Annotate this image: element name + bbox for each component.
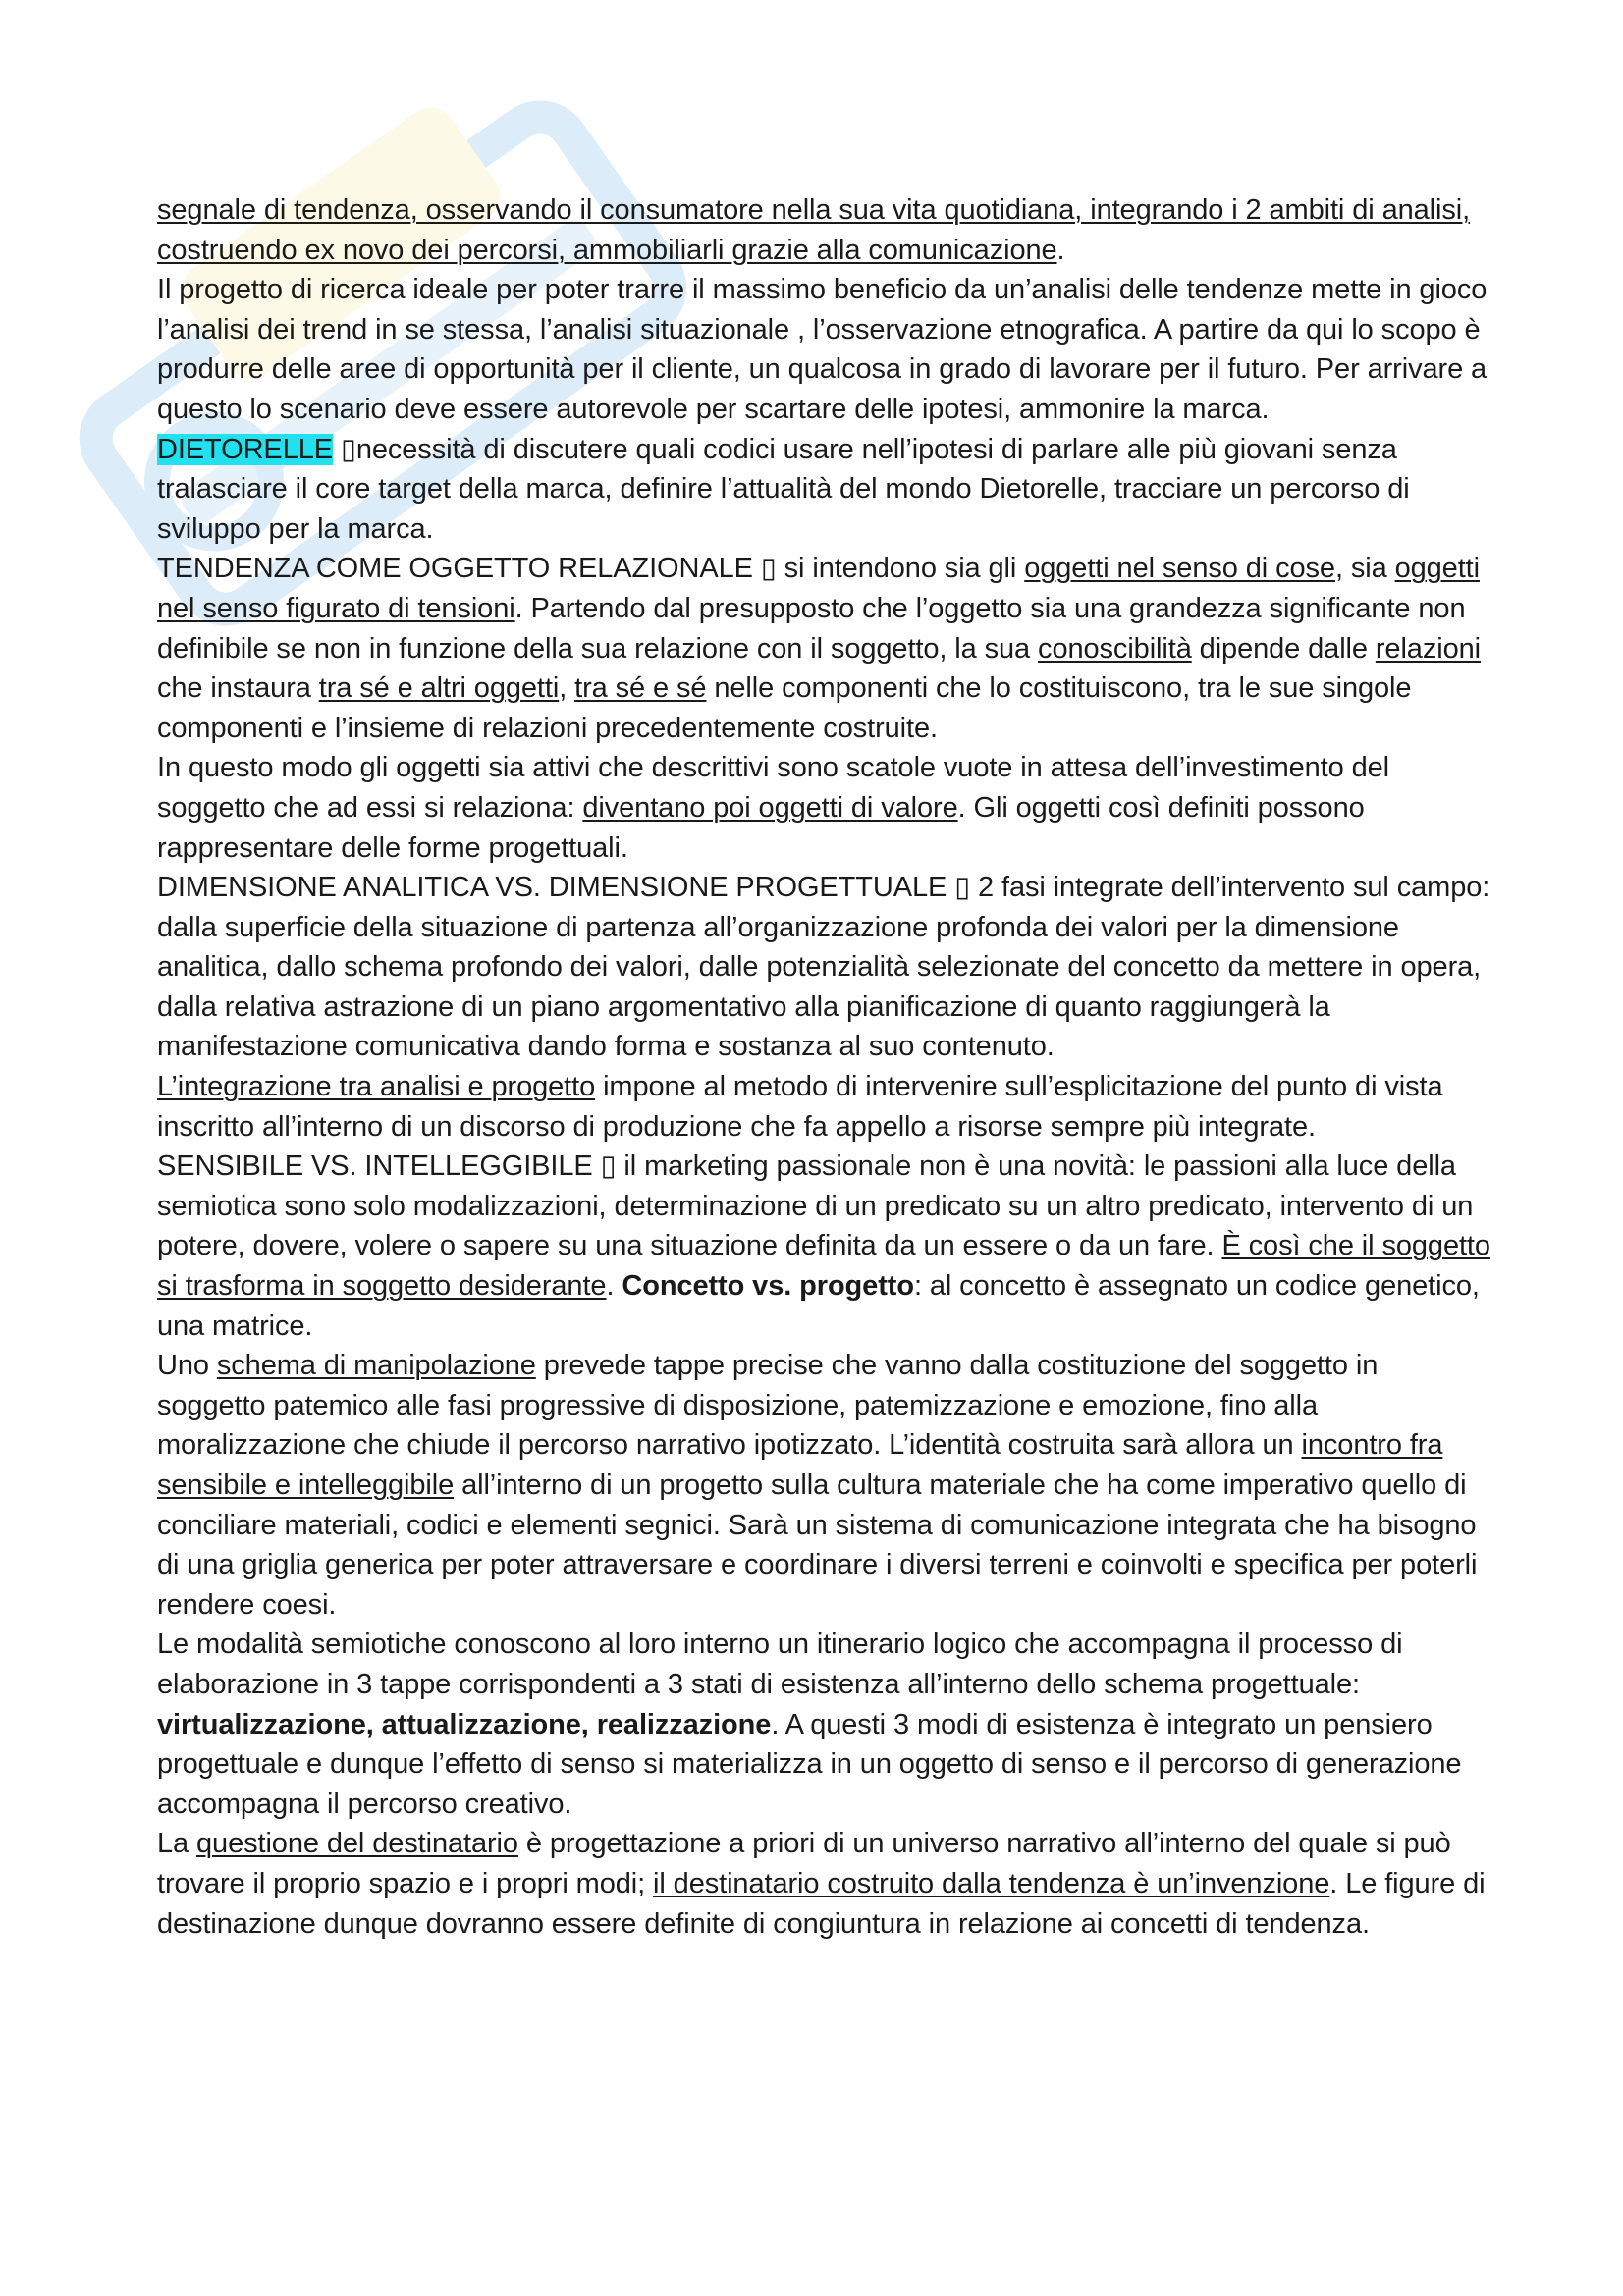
text-run: Il progetto di ricerca ideale per poter trarre il massimo beneficio da un’analisi delle tendenze mette in gioco l’analisi dei trend in se stessa, l’analisi situazionale , l’osservazione etnografica. A partire da qui lo scopo è produrre delle aree di opportunità per il cliente, un qualcosa in grado di lavorare per il futuro. Per arrivare a questo lo scenario deve essere autorevole per scartare delle ipotesi, ammonire la marca. [157, 274, 1488, 425]
text-run: . Partendo dal presupposto che l’oggetto sia una grandezza significante non definibile se non in funzione della sua relazione con il soggetto, la sua [157, 592, 1466, 665]
text-run: : al concetto è assegnato un codice genetico, una matrice. [157, 1270, 1480, 1342]
underlined-text: oggetti nel senso figurato di tensioni [157, 553, 1480, 624]
paragraph [157, 748, 1492, 868]
text-run: Uno [157, 1350, 217, 1382]
paragraph [157, 430, 1492, 550]
paragraph [157, 1346, 1492, 1625]
underlined-text: il destinatario costruito dalla tendenza è un’invenzione [653, 1867, 1330, 1899]
paragraph [157, 190, 1492, 270]
paragraph [157, 1067, 1492, 1147]
text-run: . Gli oggetti così definiti possono rappresentare delle forme progettuali. [157, 791, 1365, 864]
underlined-text: schema di manipolazione [216, 1350, 536, 1382]
underlined-text: relazioni [1375, 632, 1481, 665]
text-run: , [559, 672, 575, 705]
text-run: che instaura [157, 672, 319, 705]
underlined-text: tra sé e altri oggetti [318, 672, 560, 705]
text-run: all’interno di un progetto sulla cultura materiale che ha come imperativo quello di conciliare materiali, codici e elementi segnici. Sarà un sistema di comunicazione integrata che ha bisogno di una griglia generica per poter attraversare e coordinare i diversi terreni e coinvolti e specifica per poterli rendere coesi. [157, 1469, 1478, 1621]
highlighted-text: DIETORELLE [157, 433, 333, 465]
text-run: La [157, 1828, 197, 1860]
underlined-text: L’integrazione tra analisi e progetto [157, 1071, 596, 1103]
underlined-text: segnale di tendenza, osservando il consumatore nella sua vita quotidiana, integrando i 2 ambiti di analisi, costruendo ex novo dei percorsi, ammobiliarli grazie alla comunicazione [157, 194, 1471, 266]
underlined-text: incontro fra sensibile e intelleggibile [157, 1429, 1443, 1501]
text-run: è progettazione a priori di un universo narrativo all’interno del quale si può trovare il proprio spazio e i propri modi; [157, 1828, 1451, 1899]
paragraph [157, 270, 1492, 429]
text-run: impone al metodo di intervenire sull’esplicitazione del punto di vista inscritto all’interno di un discorso di produzione che fa appello a risorse sempre più integrate. [157, 1071, 1443, 1143]
underlined-text: oggetti nel senso di cose [1024, 553, 1335, 585]
text-run: necessità di discutere quali codici usare nell’ipotesi di parlare alle più giovani senza tralasciare il core target della marca, definire l’attualità del mondo Dietorelle, tracciare un percorso di sviluppo per la marca. [157, 433, 1410, 545]
text-run: dipende dalle [1191, 632, 1376, 665]
text-run: . Le figure di destinazione dunque dovranno essere definite di congiuntura in relazione ai concetti di tendenza. [157, 1867, 1486, 1940]
text-run: . [1056, 234, 1065, 266]
text-run: ▯ [332, 433, 356, 465]
text-run: In questo modo gli oggetti sia attivi che descrittivi sono scatole vuote in attesa dell’investimento del soggetto che ad essi si relaziona: [157, 752, 1390, 824]
bold-text: Concetto vs. progetto [622, 1270, 914, 1303]
bold-text: virtualizzazione, attualizzazione, realizzazione [157, 1708, 772, 1740]
text-run: SENSIBILE VS. INTELLEGGIBILE ▯ il marketing passionale non è una novità: le passioni alla luce della semiotica sono solo modalizzazioni, determinazione di un predicato su un altro predicato, intervento di un potere, dovere, volere o sapere su una situazione definita da un essere o da un fare. [157, 1150, 1474, 1262]
text-run: nelle componenti che lo costituiscono, tra le sue singole componenti e l’insieme di relazioni precedentemente costruite. [157, 672, 1412, 744]
text-run: prevede tappe precise che vanno dalla costituzione del soggetto in soggetto patemico alle fasi progressive di disposizione, patemizzazione e emozione, fino alla moralizzazione che chiude il percorso narrativo ipotizzato. L’identità costruita sarà allora un [157, 1350, 1379, 1462]
paragraph [157, 868, 1492, 1067]
text-run: . A questi 3 modi di esistenza è integrato un pensiero progettuale e dunque l’effetto di senso si materializza in un oggetto di senso e il percorso di generazione accompagna il percorso creativo. [157, 1708, 1462, 1820]
text-run: TENDENZA COME OGGETTO RELAZIONALE ▯ si intendono sia gli [157, 553, 1025, 585]
underlined-text: questione del destinatario [196, 1828, 518, 1860]
underlined-text: È così che il soggetto si trasforma in soggetto desiderante [157, 1230, 1490, 1303]
paragraph [157, 1147, 1492, 1346]
underlined-text: tra sé e sé [574, 672, 707, 705]
paragraph [157, 1625, 1492, 1824]
underlined-text: conoscibilità [1038, 632, 1192, 665]
text-run: DIMENSIONE ANALITICA VS. DIMENSIONE PROGETTUALE ▯ 2 fasi integrate dell’intervento sul campo: dalla superficie della situazione di partenza all’organizzazione profonda dei valori per la dimensione analitica, dallo schema profondo dei valori, dalle potenzialità selezionate del concetto da mettere in opera, dalla relativa astrazione di un piano argomentativo alla pianificazione di quanto raggiungerà la manifestazione comunicativa dando forma e sostanza al suo contenuto. [157, 872, 1490, 1063]
paragraph [157, 1824, 1492, 1944]
text-run: . [606, 1270, 622, 1303]
underlined-text: diventano poi oggetti di valore [582, 791, 958, 824]
text-run: Le modalità semiotiche conoscono al loro interno un itinerario logico che accompagna il processo di elaborazione in 3 tappe corrispondenti a 3 stati di esistenza all’interno dello schema progettuale: [157, 1629, 1403, 1700]
text-run: , sia [1334, 553, 1395, 585]
paragraph [157, 549, 1492, 748]
document-body [157, 190, 1492, 1944]
